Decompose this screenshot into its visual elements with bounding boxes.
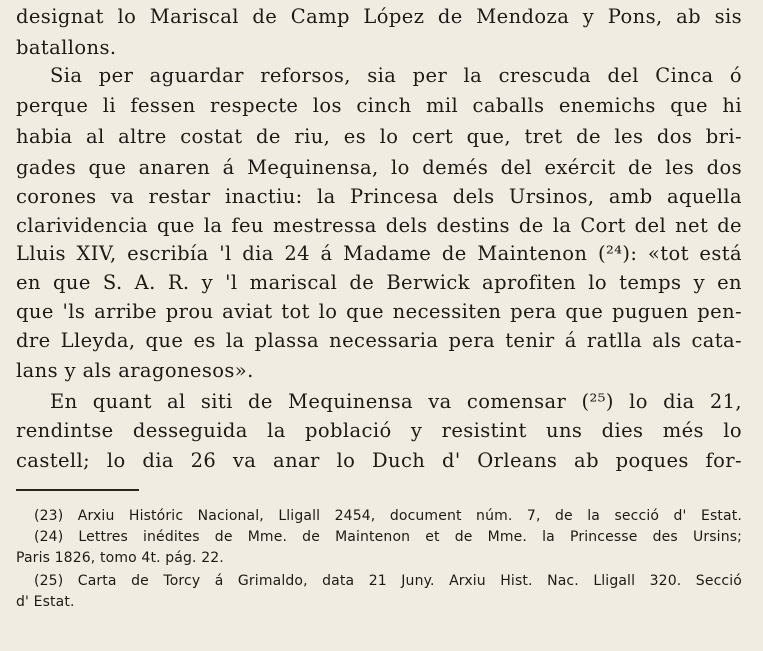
footnote-line: d' Estat.: [16, 594, 75, 610]
text-line: que 'ls arribe prou aviat tot lo que necessiten pera que puguen pen-: [16, 300, 742, 323]
text-line: batallons.: [16, 36, 117, 59]
text-line: corones va restar inactiu: la Princesa dels Ursinos, amb aquella: [16, 185, 742, 208]
text-line: en que S. A. R. y 'l mariscal de Berwick aprofiten lo temps y en: [16, 271, 742, 294]
paragraph-start-line: En quant al siti de Mequinensa va comensar (²⁵) lo dia 21,: [50, 390, 742, 413]
paragraph-start-line: Sia per aguardar reforsos, sia per la crescuda del Cinca ó: [50, 64, 742, 87]
text-line: perque li fessen respecte los cinch mil caballs enemichs que hi: [16, 94, 742, 117]
footnote-line: (23) Arxiu Históric Nacional, Lligall 2454, document núm. 7, de la secció d' Estat.: [34, 508, 742, 524]
text-line: dre Lleyda, que es la plassa necessaria pera tenir á ratlla als cata-: [16, 329, 742, 352]
text-line: clarividencia que la feu mestressa dels destins de la Cort del net de: [16, 214, 742, 237]
text-line: designat lo Mariscal de Camp López de Mendoza y Pons, ab sis: [16, 5, 742, 28]
text-line: Lluis XIV, escribía 'l dia 24 á Madame de Maintenon (²⁴): «tot está: [16, 242, 742, 265]
text-line: lans y als aragonesos».: [16, 359, 254, 382]
text-line: castell; lo dia 26 va anar lo Duch d' Orleans ab poques for-: [16, 449, 742, 472]
footnote-divider: [16, 489, 139, 491]
text-line: gades que anaren á Mequinensa, lo demés del exércit de les dos: [16, 156, 742, 179]
text-line: habia al altre costat de riu, es lo cert que, tret de les dos bri-: [16, 125, 742, 148]
text-line: rendintse desseguida la població y resistint uns dies més lo: [16, 419, 742, 442]
footnote-line: (24) Lettres inédites de Mme. de Maintenon et de Mme. la Princesse des Ursins;: [34, 529, 742, 545]
footnote-line: Paris 1826, tomo 4t. pág. 22.: [16, 550, 224, 566]
footnote-line: (25) Carta de Torcy á Grimaldo, data 21 Juny. Arxiu Hist. Nac. Lligall 320. Secció: [34, 573, 742, 589]
